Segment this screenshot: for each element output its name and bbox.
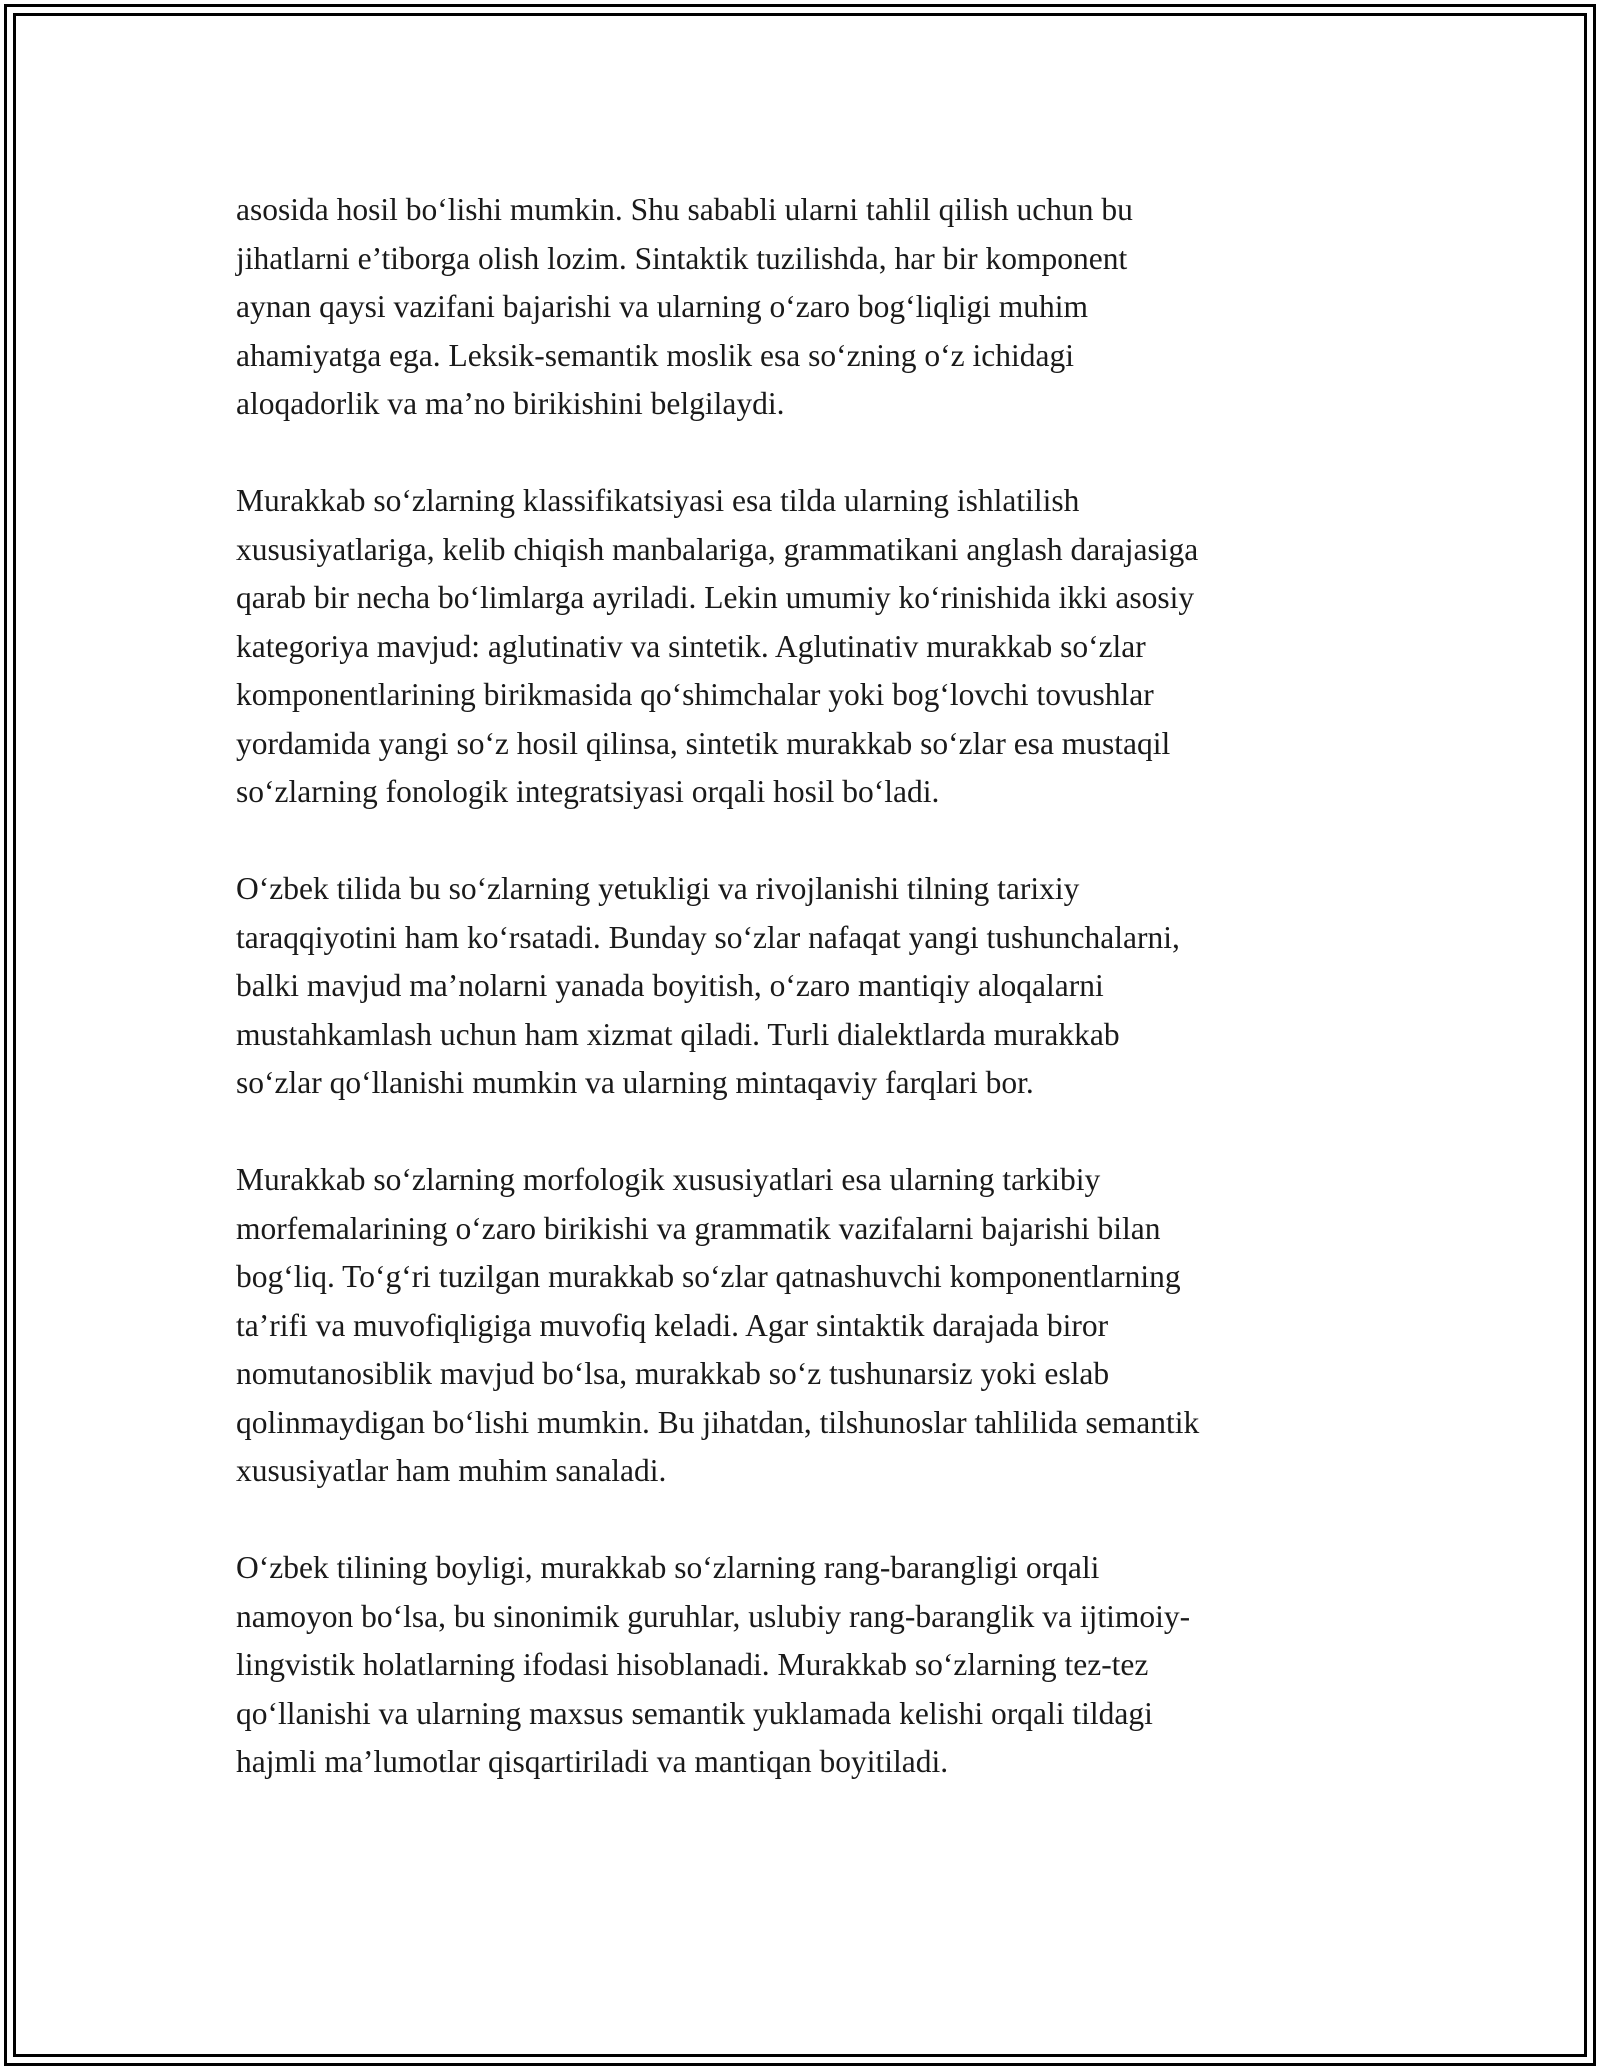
text-line: ahamiyatga ega. Leksik-semantik moslik esa so‘zning o‘z ichidagi (236, 337, 1074, 373)
text-line: aynan qaysi vazifani bajarishi va ularning o‘zaro bog‘liqligi muhim (236, 289, 1089, 324)
text-line: Murakkab so‘zlarning klassifikatsiyasi esa tilda ularning ishlatilish (236, 483, 1080, 518)
document-body (236, 186, 1366, 1835)
text-line: O‘zbek tilining boyligi, murakkab so‘zlarning rang-barangligi orqali (236, 1550, 1100, 1585)
text-line: balki mavjud ma’nolarni yanada boyitish, o‘zaro mantiqiy aloqalarni (236, 968, 1104, 1003)
text-line: xususiyatlar ham muhim sanaladi. (236, 1453, 667, 1488)
text-line: ta’rifi va muvofiqligiga muvofiq keladi. Agar sintaktik darajada biror (236, 1307, 1109, 1343)
paragraph (236, 186, 1366, 429)
text-line: qolinmaydigan bo‘lishi mumkin. Bu jihatdan, tilshunoslar tahlilida semantik (236, 1404, 1200, 1440)
text-line: xususiyatlariga, kelib chiqish manbalariga, grammatikani anglash darajasiga (236, 531, 1199, 567)
text-line: morfemalarining o‘zaro birikishi va grammatik vazifalarni bajarishi bilan (236, 1210, 1161, 1246)
text-line: jihatlarni e’tiborga olish lozim. Sintaktik tuzilishda, har bir komponent (236, 240, 1128, 276)
text-line: bog‘liq. To‘g‘ri tuzilgan murakkab so‘zlar qatnashuvchi komponentlarning (236, 1259, 1181, 1294)
paragraph (236, 1156, 1366, 1496)
text-line: so‘zlarning fonologik integratsiyasi orqali hosil bo‘ladi. (236, 774, 940, 809)
text-line: komponentlarining birikmasida qo‘shimchalar yoki bog‘lovchi tovushlar (236, 677, 1154, 712)
text-line: aloqadorlik va ma’no birikishini belgilaydi. (236, 386, 785, 421)
text-line: lingvistik holatlarning ifodasi hisoblanadi. Murakkab so‘zlarning tez-tez (236, 1647, 1149, 1682)
text-line: so‘zlar qo‘llanishi mumkin va ularning mintaqaviy farqlari bor. (236, 1065, 1034, 1100)
text-line: asosida hosil bo‘lishi mumkin. Shu sababli ularni tahlil qilish uchun bu (236, 192, 1133, 227)
text-line: Murakkab so‘zlarning morfologik xususiyatlari esa ularning tarkibiy (236, 1162, 1101, 1197)
text-line: yordamida yangi so‘z hosil qilinsa, sintetik murakkab so‘zlar esa mustaqil (236, 725, 1171, 761)
text-line: taraqqiyotini ham ko‘rsatadi. Bunday so‘zlar nafaqat yangi tushunchalarni, (236, 919, 1180, 955)
text-line: namoyon bo‘lsa, bu sinonimik guruhlar, uslubiy rang-baranglik va ijtimoiy- (236, 1598, 1191, 1634)
paragraph (236, 865, 1366, 1108)
text-line: mustahkamlash uchun ham xizmat qiladi. Turli dialektlarda murakkab (236, 1016, 1120, 1052)
text-line: O‘zbek tilida bu so‘zlarning yetukligi va rivojlanishi tilning tarixiy (236, 871, 1080, 906)
text-line: nomutanosiblik mavjud bo‘lsa, murakkab so‘z tushunarsiz yoki eslab (236, 1356, 1110, 1391)
paragraph (236, 1544, 1366, 1787)
text-line: hajmli ma’lumotlar qisqartiriladi va mantiqan boyitiladi. (236, 1744, 949, 1779)
paragraph (236, 477, 1366, 817)
text-line: qarab bir necha bo‘limlarga ayriladi. Lekin umumiy ko‘rinishida ikki asosiy (236, 580, 1195, 615)
text-line: kategoriya mavjud: aglutinativ va sintetik. Aglutinativ murakkab so‘zlar (236, 628, 1146, 664)
text-line: qo‘llanishi va ularning maxsus semantik yuklamada kelishi orqali tildagi (236, 1695, 1153, 1731)
